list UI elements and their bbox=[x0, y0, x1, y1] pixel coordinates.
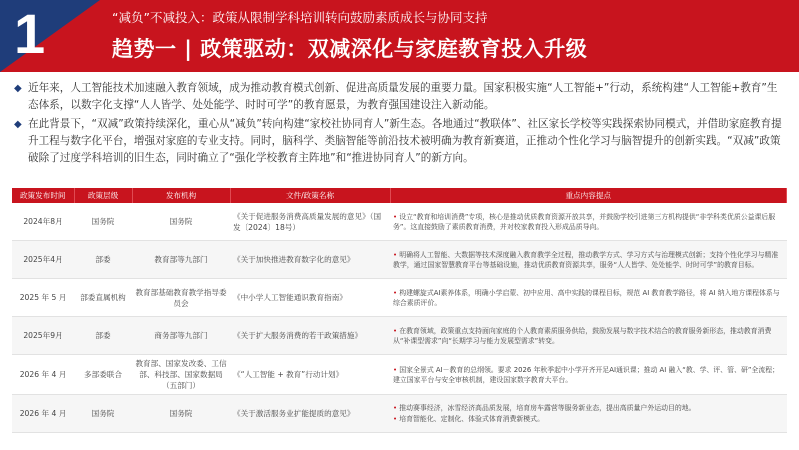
policy-table bbox=[12, 188, 787, 433]
paragraph-text: 近年来，人工智能技术加速融入教育领域，成为推动教育模式创新、促进高质量发展的重要力量。国家积极实施“人工智能+”行动，系统构建“人工智能+教育”生态体系，以数字化支撑“人人皆学、处处能学、时时可学”的教育愿景，为教育强国建设注入新动能。 bbox=[28, 82, 778, 111]
cell-org: 教育部基础教育教学指导委员会 bbox=[132, 279, 230, 317]
cell-level: 国务院 bbox=[74, 203, 132, 241]
cell-org: 商务部等九部门 bbox=[132, 317, 230, 355]
cell-points bbox=[390, 317, 787, 355]
cell-org: 教育部、国家发改委、工信部、科技部、国家数据局（五部门） bbox=[132, 355, 230, 395]
cell-points bbox=[390, 203, 787, 241]
paragraph-text: 在此背景下，“双减”政策持续深化，重心从“减负”转向构建“家校社协同育人”新生态。各地通过“教联体”、社区家长学校等实践探索协同模式，并借助家庭教育提升工程与数字化平台，增强对家庭的专业支持。同时，脑科学、类脑智能等前沿技术被明确为教育新赛道，正推动个性化学习与脑智提升的创新实践。“双减”政策破除了过度学科培训的旧生态，同时确立了“强化学校教育主阵地”和“推进协同育人”的新方向。 bbox=[28, 118, 782, 164]
point-text: 设立“教育和培训消费”专项，核心是推动优质教育资源开放共享，并鼓励学校引进第三方机构提供“非学科类优质公益课后服务”。这直接鼓励了素质教育消费，并对校家教育投入形成品质导向。 bbox=[393, 212, 776, 231]
bullet-icon: • bbox=[393, 250, 400, 259]
cell-date: 2025 年 5 月 bbox=[12, 279, 74, 317]
bullet-icon: • bbox=[393, 415, 400, 423]
cell-policy-name: 《“人工智能 + 教育”行动计划》 bbox=[230, 355, 390, 395]
point-text: 明确将人工智能、大数据等技术深度融入教育教学全过程，推动教学方式、学习方式与治理模式创新；支持个性化学习与精准教学，通过国家智慧教育平台等基础设施，推动优质教育资源共享，服务“人人皆学、处处能学、时时可学”的教育目标。 bbox=[393, 250, 779, 269]
intro-paragraphs bbox=[12, 80, 787, 169]
page-title: 趋势一 | 政策驱动：双减深化与家庭教育投入升级 bbox=[112, 37, 588, 61]
table-row bbox=[12, 395, 787, 433]
cell-policy-name: 《关于促进服务消费高质量发展的意见》（国发〔2024〕18号） bbox=[230, 203, 390, 241]
cell-level: 国务院 bbox=[74, 395, 132, 433]
cell-points bbox=[390, 355, 787, 395]
table-row bbox=[12, 203, 787, 241]
cell-date: 2026 年 4 月 bbox=[12, 395, 74, 433]
bullet-icon: • bbox=[393, 326, 400, 335]
cell-level: 部委 bbox=[74, 317, 132, 355]
bullet-icon: • bbox=[393, 212, 400, 221]
cell-date: 2024年8月 bbox=[12, 203, 74, 241]
cell-level: 部委直属机构 bbox=[74, 279, 132, 317]
cell-policy-name: 《关于激活服务业扩能提质的意见》 bbox=[230, 395, 390, 433]
cell-org: 国务院 bbox=[132, 203, 230, 241]
table-row bbox=[12, 355, 787, 395]
column-header: 政策发布时间 bbox=[12, 188, 74, 203]
point-text: 构建螺旋式AI素养体系，明确小学启蒙、初中应用、高中实践的课程目标，规范 AI 教育教学路径，将 AI 纳入地方课程体系与综合素质评价。 bbox=[393, 288, 780, 307]
column-header: 文件/政策名称 bbox=[230, 188, 390, 203]
cell-org: 教育部等九部门 bbox=[132, 241, 230, 279]
column-header: 政策层级 bbox=[74, 188, 132, 203]
table-header-row bbox=[12, 188, 787, 203]
header-subtitle: “减负”不减投入：政策从限制学科培训转向鼓励素质成长与协同支持 bbox=[112, 10, 488, 25]
table-row bbox=[12, 279, 787, 317]
column-header: 发布机构 bbox=[132, 188, 230, 203]
cell-level: 部委 bbox=[74, 241, 132, 279]
bullet-icon: • bbox=[393, 365, 400, 374]
table-row bbox=[12, 241, 787, 279]
section-number: 1 bbox=[14, 2, 46, 65]
cell-points bbox=[390, 395, 787, 433]
bullet-icon: • bbox=[393, 288, 400, 297]
cell-policy-name: 《中小学人工智能通识教育指南》 bbox=[230, 279, 390, 317]
cell-level: 多部委联合 bbox=[74, 355, 132, 395]
point-text: 推动赛事经济，冰雪经济高品质发展，培育房车露营等服务新业态，提出高质量户外运动目的地。 bbox=[399, 404, 696, 412]
column-header: 重点内容提点 bbox=[390, 188, 787, 203]
bullet-icon: ◆ bbox=[14, 83, 22, 94]
bullet-icon: ◆ bbox=[14, 119, 22, 130]
cell-points bbox=[390, 241, 787, 279]
point-text: 国家全景式 AI－教育的总纲领。要求 2026 年秋季起中小学开齐开足AI通识课；推动 AI 融入“教、学、评、管、研”全流程；建立国家平台与安全审核机制，建设国家数字教育大平台。 bbox=[393, 365, 779, 384]
point-text: 培育智能化、定制化、体验式体育消费新模式。 bbox=[399, 415, 544, 423]
cell-org: 国务院 bbox=[132, 395, 230, 433]
bullet-icon: • bbox=[393, 404, 400, 412]
cell-date: 2025年9月 bbox=[12, 317, 74, 355]
cell-date: 2025年4月 bbox=[12, 241, 74, 279]
paragraph bbox=[12, 80, 787, 114]
cell-date: 2026 年 4 月 bbox=[12, 355, 74, 395]
table-row bbox=[12, 317, 787, 355]
cell-policy-name: 《关于加快推进教育数字化的意见》 bbox=[230, 241, 390, 279]
paragraph bbox=[12, 116, 787, 167]
cell-policy-name: 《关于扩大服务消费的若干政策措施》 bbox=[230, 317, 390, 355]
point-text: 在教育领域，政策重点支持面向家庭的个人教育素质服务供给，鼓励发展与数字技术结合的教育服务新形态，推动教育消费从“补课型需求”向“长期学习与能力发展型需求”转变。 bbox=[393, 326, 772, 345]
cell-points bbox=[390, 279, 787, 317]
header-banner bbox=[0, 0, 799, 72]
